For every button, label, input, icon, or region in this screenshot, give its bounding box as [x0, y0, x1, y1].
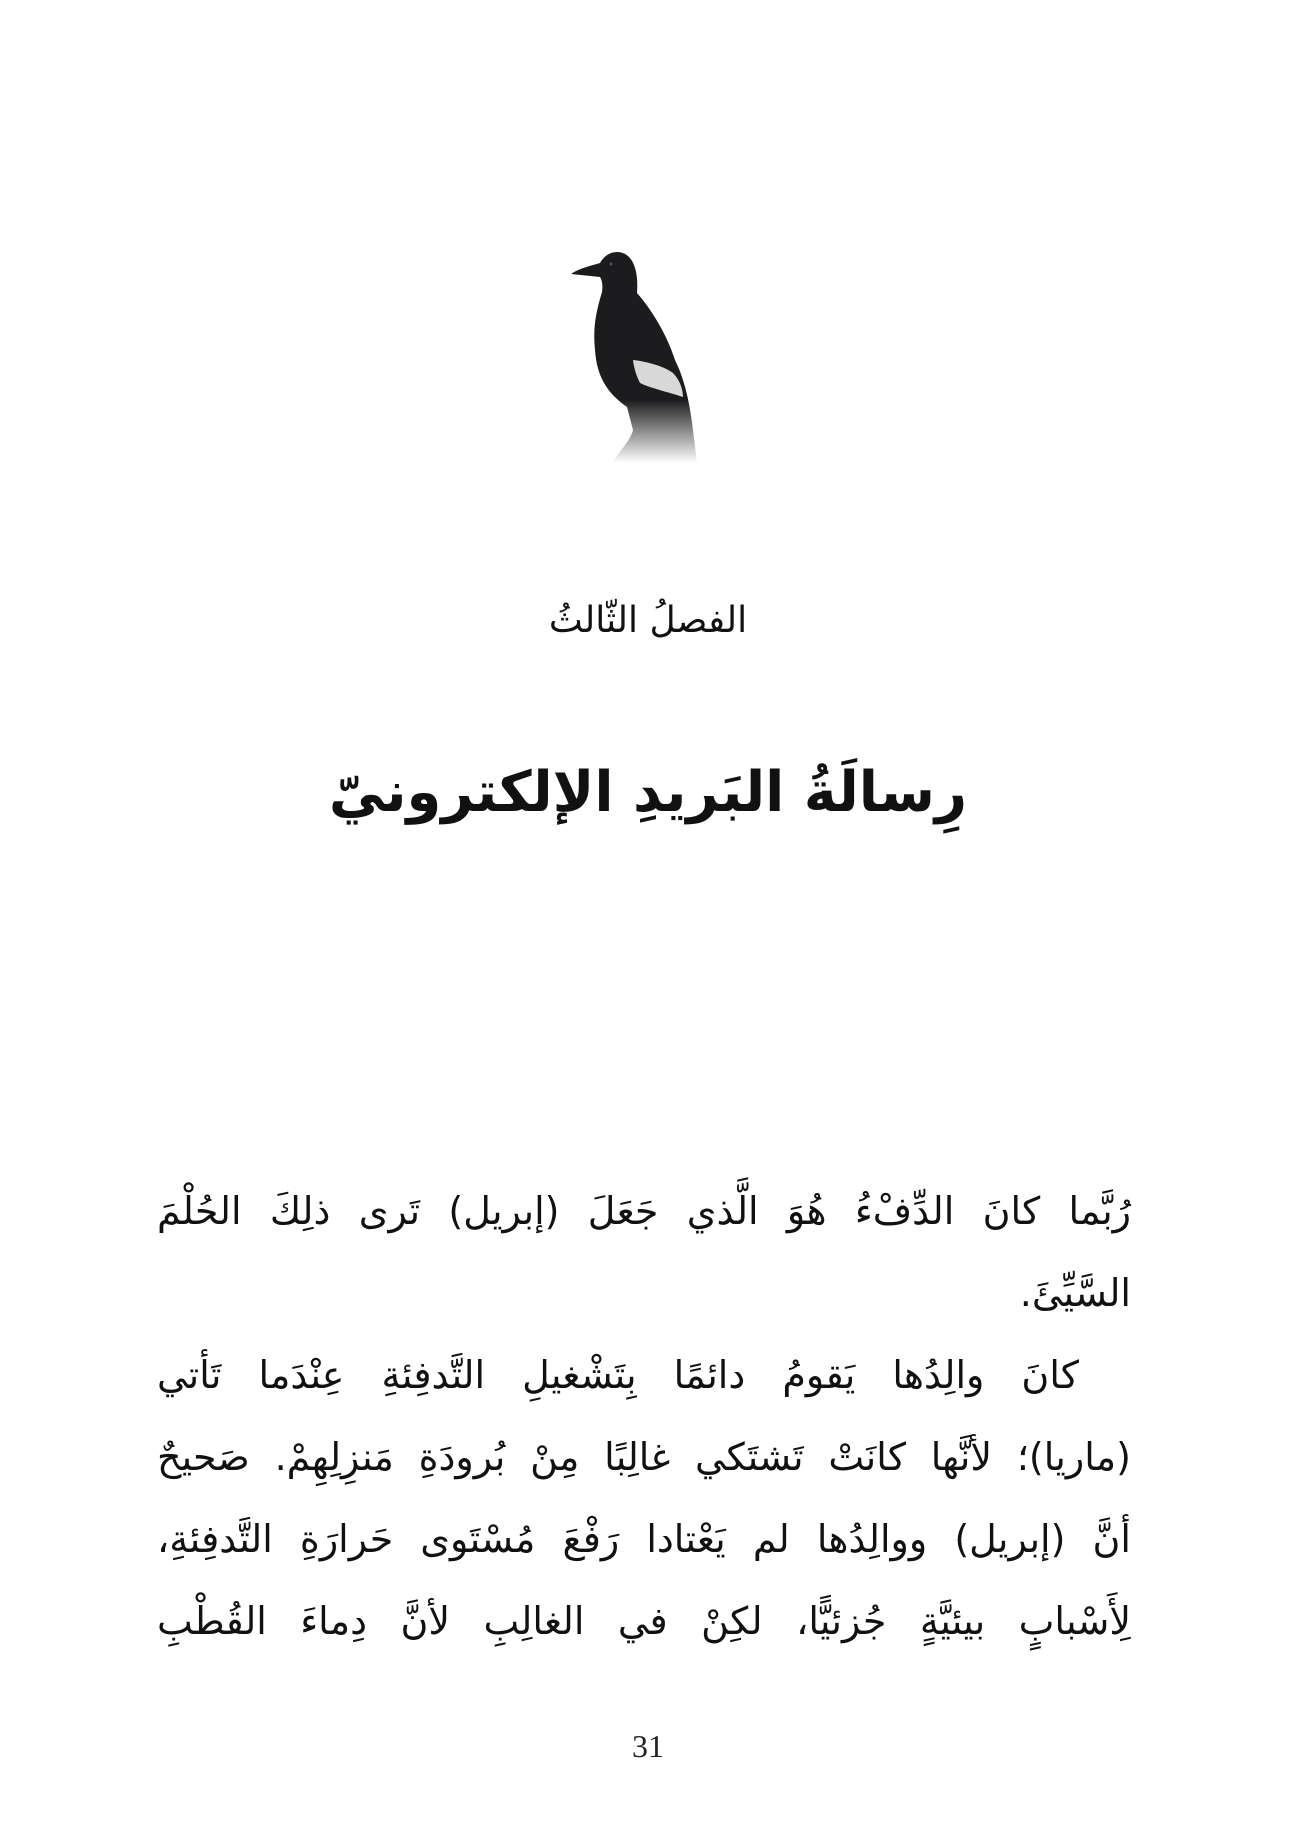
- body-line: السَّيِّئَ.: [1019, 1271, 1131, 1315]
- body-line: (ماريا)؛ لأنَّها كانَتْ تَشتَكي غالِبًا مِنْ بُرودَةِ مَنزِلِهِمْ. صَحيحٌ: [157, 1435, 1131, 1479]
- body-line: لِأَسْبابٍ بيئيَّةٍ جُزئيًّا، لكِنْ في الغالِبِ لأنَّ دِماءَ القُطْبِ: [157, 1599, 1131, 1643]
- page-number: 31: [632, 1728, 664, 1764]
- bird-icon: [540, 230, 740, 500]
- chapter-title: رِسالَةُ البَريدِ الإلكترونيّ: [328, 760, 968, 825]
- body-line: أنَّ (إبريل) ووالِدُها لم يَعْتادا رَفْعَ مُسْتَوى حَرارَةِ التَّدفِئةِ،: [157, 1517, 1131, 1561]
- body-text: [157, 1170, 1131, 1662]
- chapter-label: الفصلُ الثّالثُ: [548, 600, 748, 641]
- body-line: كانَ والِدُها يَقومُ دائمًا بِتَشْغيلِ التَّدفِئةِ عِنْدَما تَأتي: [157, 1353, 1079, 1397]
- body-line: رُبَّما كانَ الدِّفْءُ هُوَ الَّذي جَعَلَ (إبريل) تَرى ذلِكَ الحُلْمَ: [157, 1189, 1131, 1233]
